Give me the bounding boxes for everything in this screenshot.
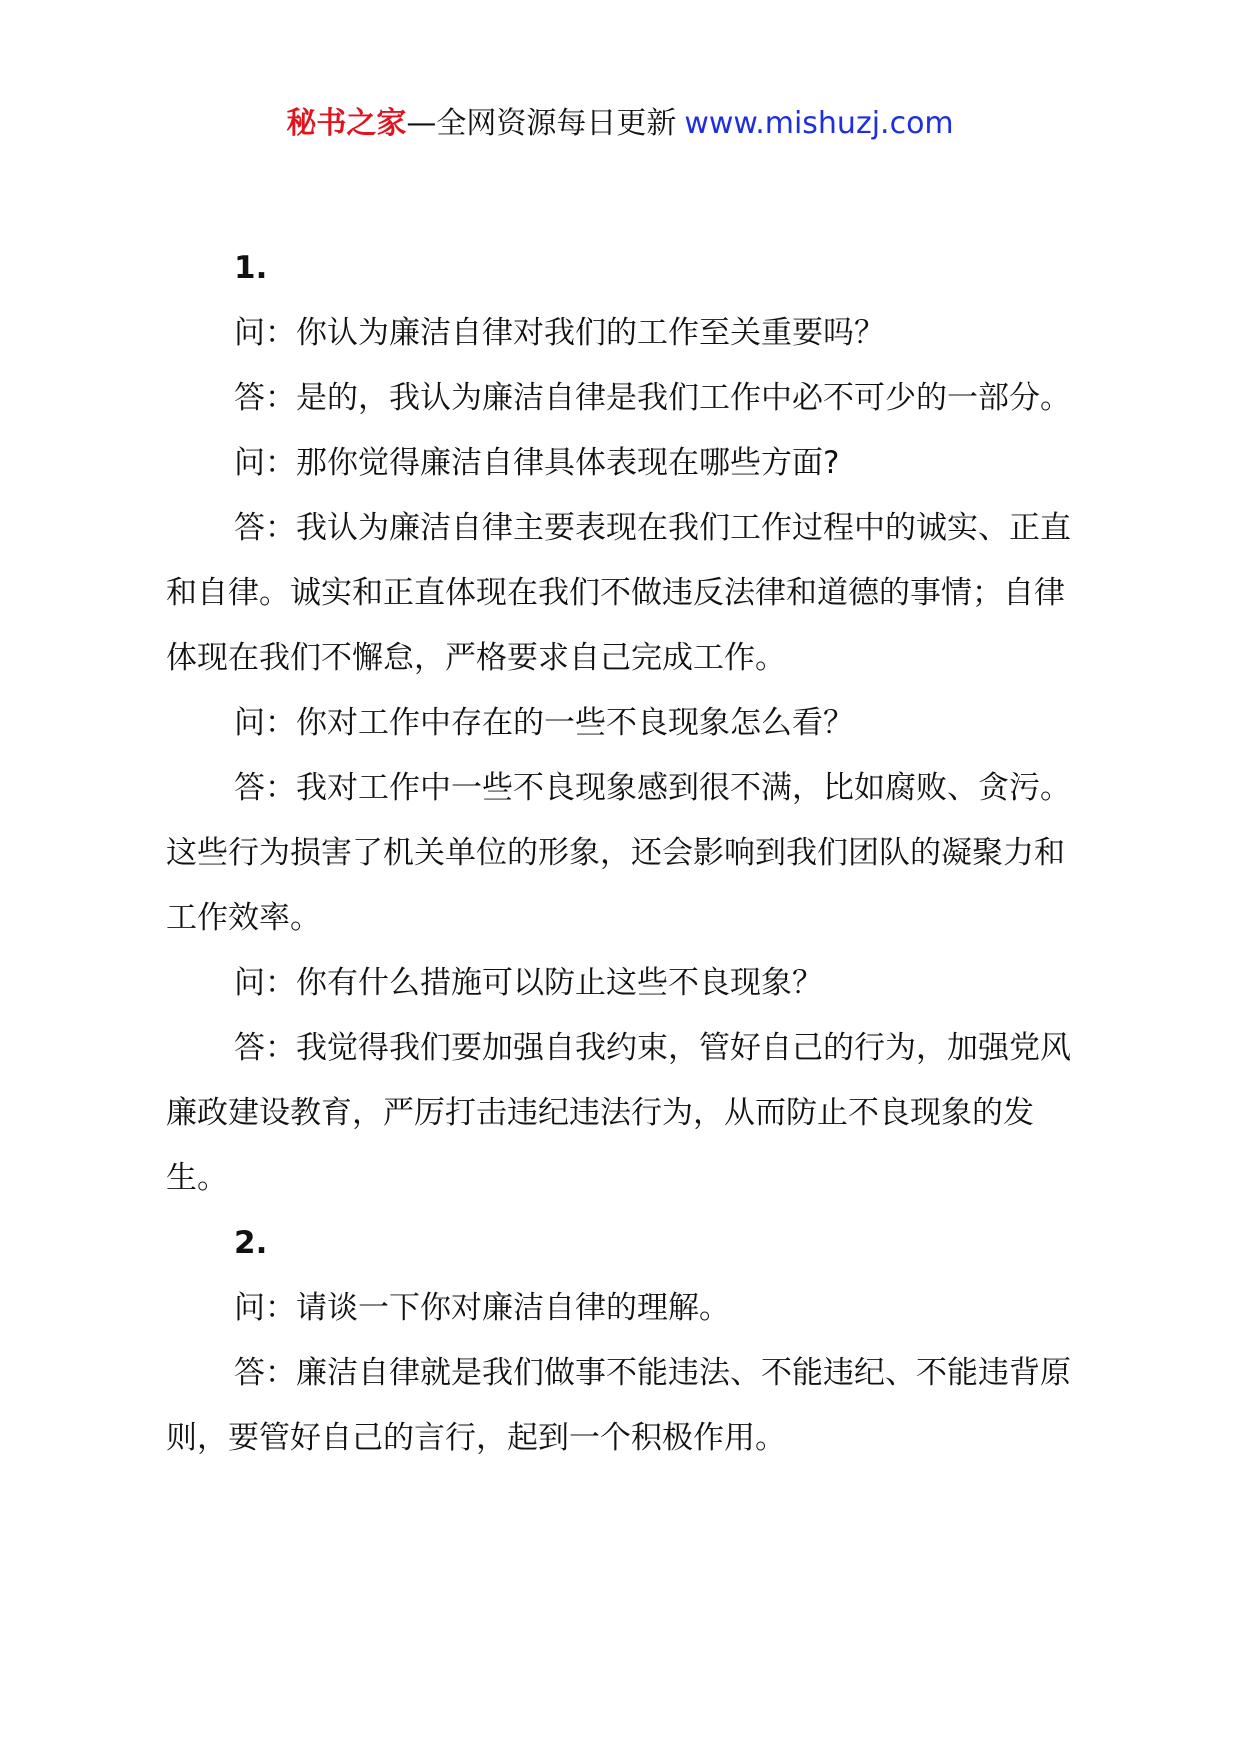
site-header: [0, 104, 1240, 144]
question-paragraph: 问：那你觉得廉洁自律具体表现在哪些方面?: [234, 445, 840, 481]
question-paragraph: 问：你有什么措施可以防止这些不良现象？: [234, 965, 823, 1001]
question-paragraph: 问：你对工作中存在的一些不良现象怎么看？: [234, 705, 854, 741]
answer-paragraph: 答：我认为廉洁自律主要表现在我们工作过程中的诚实、正直和自律。诚实和正直体现在我们不做违反法律和道德的事情；自律体现在我们不懈怠，严格要求自己完成工作。: [166, 510, 1071, 676]
answer-paragraph: 答：我对工作中一些不良现象感到很不满，比如腐败、贪污。这些行为损害了机关单位的形象，还会影响到我们团队的凝聚力和工作效率。: [166, 770, 1071, 936]
answer-paragraph: 答：我觉得我们要加强自我约束，管好自己的行为，加强党风廉政建设教育，严厉打击违纪违法行为，从而防止不良现象的发生。: [166, 1030, 1071, 1196]
header-tagline: —全网资源每日更新: [406, 106, 677, 141]
section-number: 2.: [234, 1225, 268, 1261]
brand-name: 秘书之家: [286, 106, 407, 141]
answer-paragraph: 答：是的，我认为廉洁自律是我们工作中必不可少的一部分。: [234, 380, 1071, 416]
site-url-link[interactable]: www.mishuzj.com: [684, 106, 954, 141]
question-paragraph: 问：请谈一下你对廉洁自律的理解。: [234, 1290, 730, 1326]
question-paragraph: 问：你认为廉洁自律对我们的工作至关重要吗？: [234, 315, 885, 351]
answer-paragraph: 答：廉洁自律就是我们做事不能违法、不能违纪、不能违背原则，要管好自己的言行，起到一个积极作用。: [166, 1355, 1071, 1456]
section-number: 1.: [234, 250, 268, 286]
document-body: [166, 236, 1090, 1471]
